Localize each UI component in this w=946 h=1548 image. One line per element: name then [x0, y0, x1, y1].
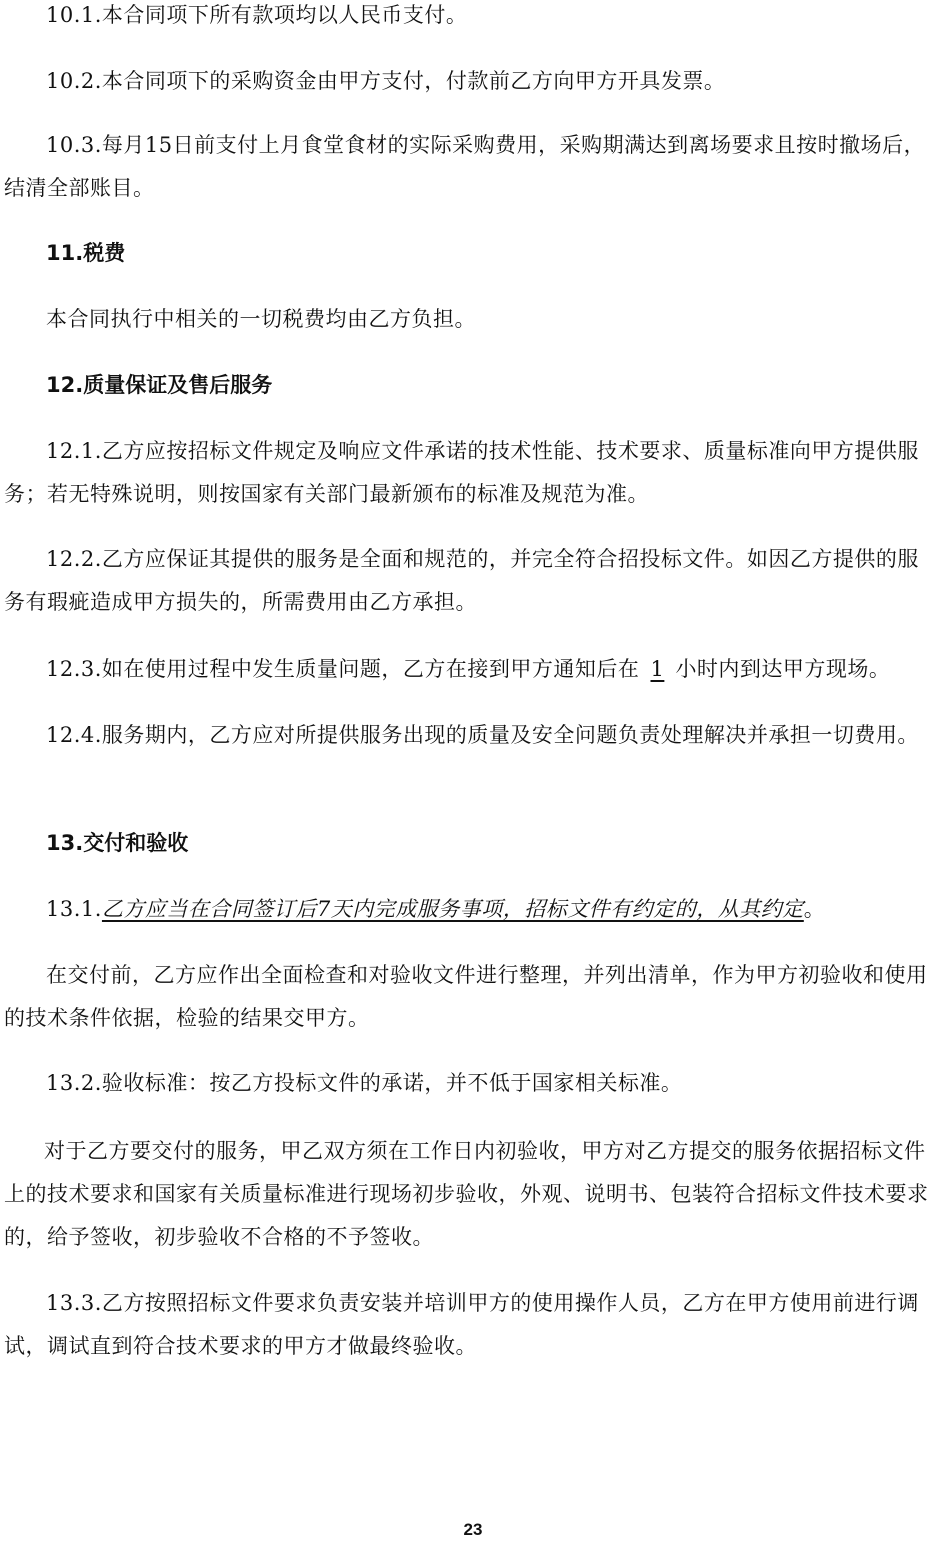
paragraph-12-4: [4, 714, 940, 757]
paragraph-text: 本合同执行中相关的一切税费均由乙方负担。: [46, 307, 476, 331]
paragraph-12-1: [4, 430, 940, 516]
paragraph-11: [4, 298, 940, 341]
paragraph-text: 10.1.本合同项下所有款项均以人民币支付。: [46, 3, 468, 27]
paragraph-text: 小时内到达甲方现场。: [675, 657, 891, 681]
paragraph-text: 对于乙方要交付的服务，甲乙双方须在工作日内初验收，甲方对乙方提交的服务依据招标文件上的技术要求和国家有关质量标准进行现场初步验收，外观、说明书、包装符合招标文件技术要求的，给予签收，初步验收不合格的不予签收。: [4, 1139, 929, 1249]
paragraph-12-2: [4, 538, 940, 624]
paragraph-10-2: [4, 60, 940, 103]
paragraph-13-2: [4, 1062, 940, 1105]
paragraph-text: 12.2.乙方应保证其提供的服务是全面和规范的，并完全符合招投标文件。如因乙方提供的服务有瑕疵造成甲方损失的，所需费用由乙方承担。: [4, 547, 919, 614]
paragraph-text: 12.4.服务期内，乙方应对所提供服务出现的质量及安全问题负责处理解决并承担一切费用。: [46, 723, 919, 747]
paragraph-13-3: [4, 1282, 940, 1368]
paragraph-text: 10.3.每月15日前支付上月食堂食材的实际采购费用，采购期满达到离场要求且按时撤场后，结清全部账目。: [4, 133, 926, 200]
paragraph-number: 13.1.: [46, 897, 102, 921]
paragraph-text: 13.3.乙方按照招标文件要求负责安装并培训甲方的使用操作人员，乙方在甲方使用前进行调试，调试直到符合技术要求的甲方才做最终验收。: [4, 1291, 919, 1358]
underlined-clause: 乙方应当在合同签订后7天内完成服务事项，招标文件有约定的，从其约定: [101, 897, 804, 921]
paragraph-text: 10.2.本合同项下的采购资金由甲方支付，付款前乙方向甲方开具发票。: [46, 69, 726, 93]
paragraph-text: 。: [803, 897, 826, 921]
paragraph-13-1: [4, 888, 940, 931]
hours-blank: 1: [650, 657, 665, 681]
section-heading-11: 11.税费: [46, 241, 126, 265]
paragraph-13-2-continued: [4, 1130, 940, 1259]
paragraph-text: 12.3.如在使用过程中发生质量问题，乙方在接到甲方通知后在: [46, 657, 640, 681]
paragraph-13-1-continued: [4, 954, 940, 1040]
paragraph-12-3: [4, 648, 940, 691]
page-number: 23: [463, 1520, 483, 1539]
paragraph-10-3: [4, 124, 940, 210]
section-heading-13: 13.交付和验收: [46, 831, 189, 855]
paragraph-text: 12.1.乙方应按招标文件规定及响应文件承诺的技术性能、技术要求、质量标准向甲方提供服务；若无特殊说明，则按国家有关部门最新颁布的标准及规范为准。: [4, 439, 919, 506]
paragraph-text: 在交付前，乙方应作出全面检查和对验收文件进行整理，并列出清单，作为甲方初验收和使用的技术条件依据，检验的结果交甲方。: [4, 963, 928, 1030]
paragraph-10-1: [4, 0, 940, 37]
section-heading-12: 12.质量保证及售后服务: [46, 373, 273, 397]
paragraph-text: 13.2.验收标准：按乙方投标文件的承诺，并不低于国家相关标准。: [46, 1071, 683, 1095]
